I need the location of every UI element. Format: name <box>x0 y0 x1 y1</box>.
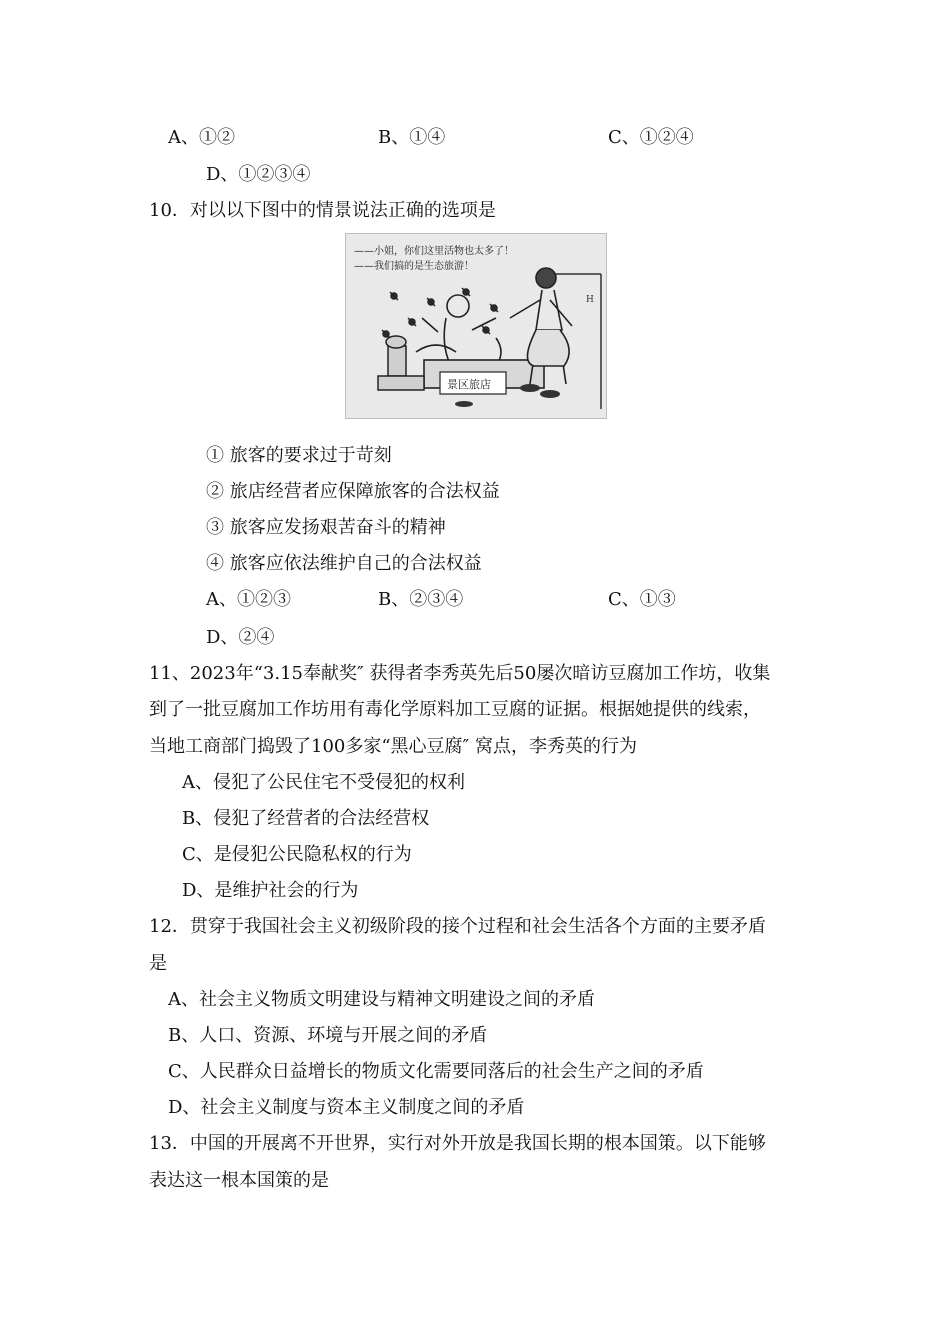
q11-line-2: 到了一批豆腐加工作坊用有毒化学原料加工豆腐的证据。根据她提供的线索， <box>149 699 761 720</box>
lamp-table <box>378 336 424 390</box>
q11-option-b: B、侵犯了经营者的合法经营权 <box>182 808 430 829</box>
svg-text:H: H <box>586 295 594 305</box>
q11-option-a: A、侵犯了公民住宅不受侵犯的权利 <box>182 772 465 793</box>
q11-option-c: C、是侵犯公民隐私权的行为 <box>182 844 412 865</box>
q10-statement-2: ② 旅店经营者应保障旅客的合法权益 <box>206 481 500 502</box>
q10-stem: 10．对以以下图中的情景说法正确的选项是 <box>149 200 496 221</box>
q10-cartoon <box>345 233 607 419</box>
bug-icons <box>382 288 498 338</box>
q10-option-b: B、②③④ <box>378 589 464 610</box>
q11-option-d: D、是维护社会的行为 <box>182 880 359 901</box>
cartoon-caption-1: ——小姐，你们这里活物也太多了！ <box>354 246 514 257</box>
cartoon-sign: 景区旅店 <box>447 378 491 391</box>
q10-option-d: D、②④ <box>206 627 275 648</box>
q12-option-c: C、人民群众日益增长的物质文化需要同落后的社会生产之间的矛盾 <box>168 1061 704 1082</box>
q12-option-d: D、社会主义制度与资本主义制度之间的矛盾 <box>168 1097 525 1118</box>
q11-line-3: 当地工商部门捣毁了100多家“黑心豆腐″ 窝点，李秀英的行为 <box>149 736 638 757</box>
q11-line-1: 11、2023年“3.15奉献奖″ 获得者李秀英先后50屡次暗访豆腐加工作坊，收集 <box>149 663 771 684</box>
q10-statement-1: ① 旅客的要求过于苛刻 <box>206 445 392 466</box>
cartoon-caption-2: ——我们搞的是生态旅游！ <box>354 261 474 272</box>
q12-option-b: B、人口、资源、环境与开展之间的矛盾 <box>168 1025 488 1046</box>
q10-option-a: A、①②③ <box>206 589 291 610</box>
q13-line-1: 13．中国的开展离不开世界，实行对外开放是我国长期的根本国策。以下能够 <box>149 1133 766 1154</box>
q9-option-a: A、①② <box>168 127 235 148</box>
q13-line-2: 表达这一根本国策的是 <box>149 1170 329 1191</box>
q12-line-1: 12．贯穿于我国社会主义初级阶段的接个过程和社会生活各个方面的主要矛盾 <box>149 916 766 937</box>
q9-option-b: B、①④ <box>378 127 446 148</box>
q10-statement-4: ④ 旅客应依法维护自己的合法权益 <box>206 553 482 574</box>
q10-option-c: C、①③ <box>608 589 676 610</box>
q10-statement-3: ③ 旅客应发扬艰苦奋斗的精神 <box>206 517 446 538</box>
q9-option-d: D、①②③④ <box>206 164 311 185</box>
q12-line-2: 是 <box>149 953 167 974</box>
q9-option-c: C、①②④ <box>608 127 694 148</box>
q12-option-a: A、社会主义物质文明建设与精神文明建设之间的矛盾 <box>168 989 595 1010</box>
